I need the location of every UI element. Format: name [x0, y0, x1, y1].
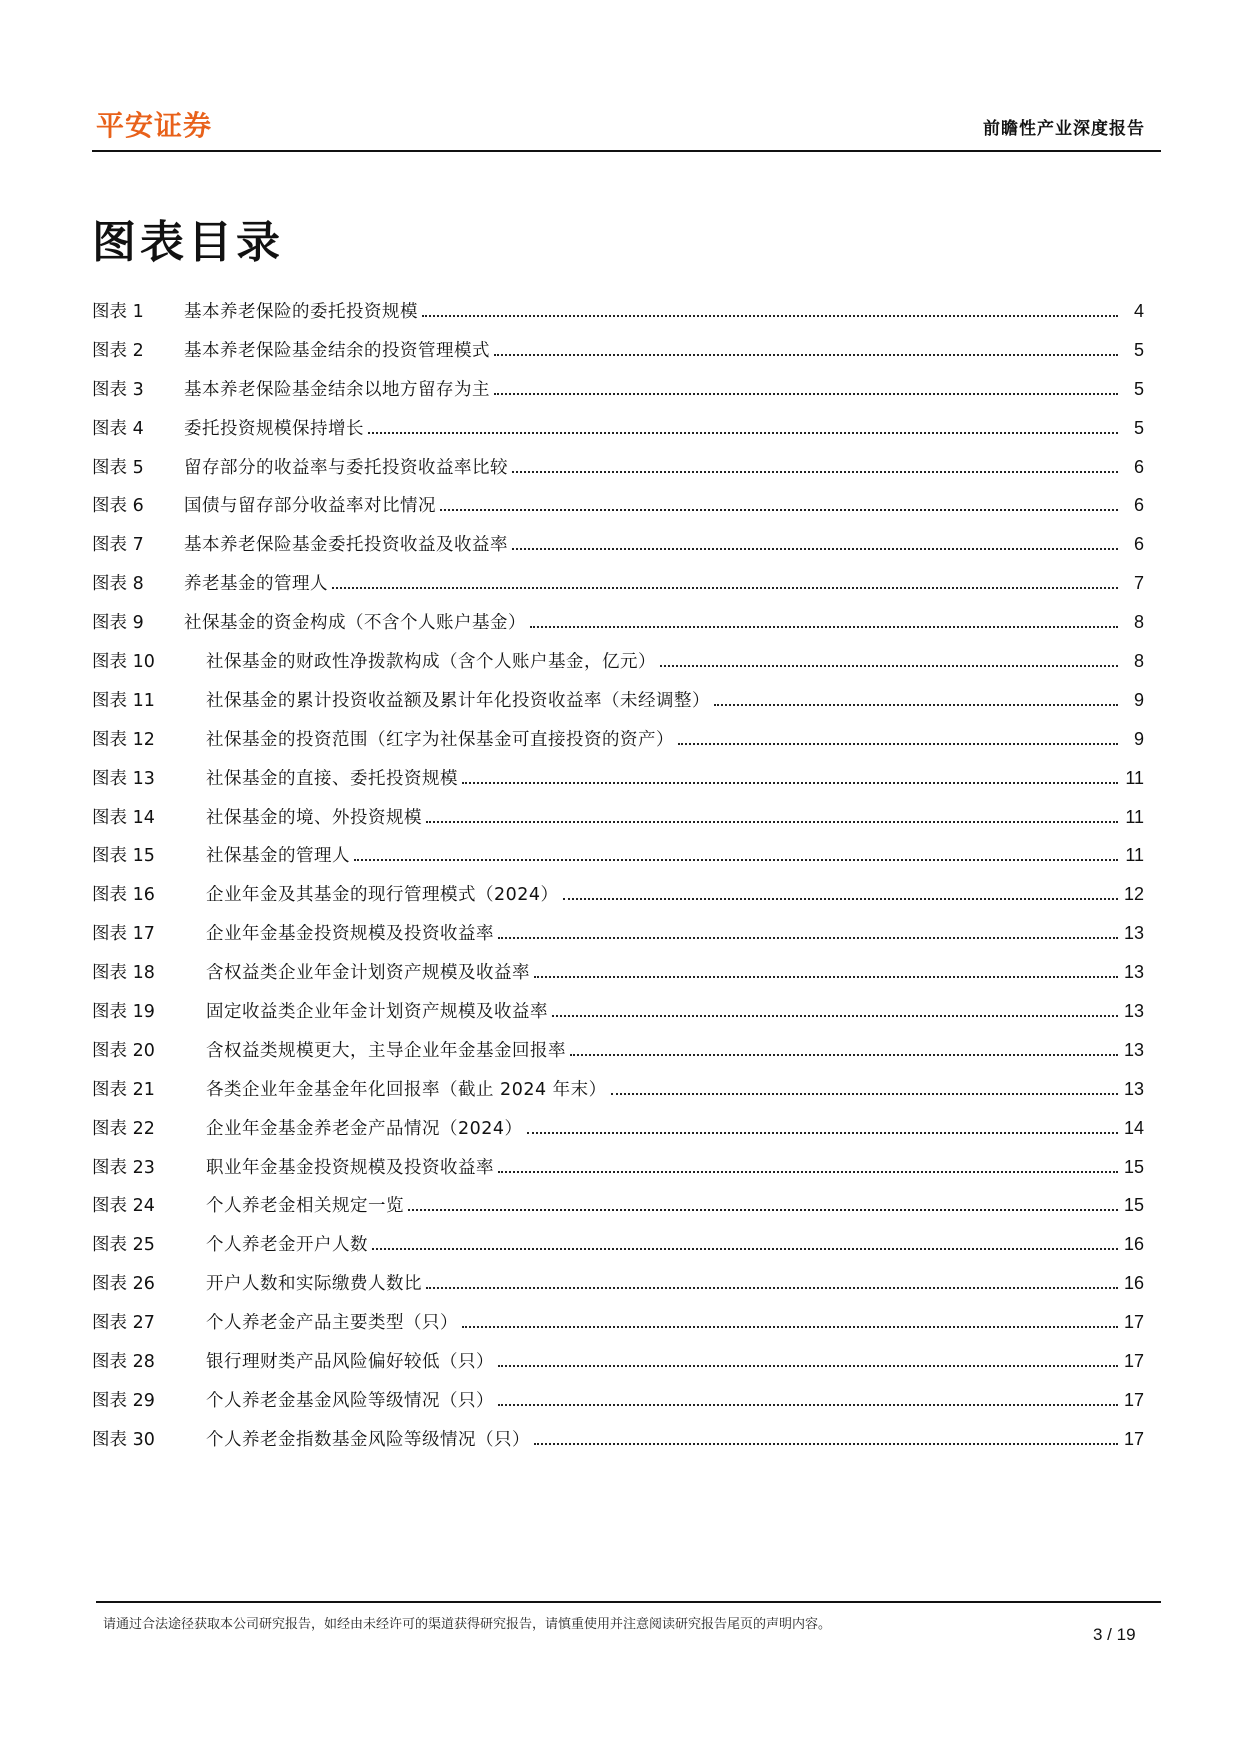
toc-page-number[interactable]: 16 — [1123, 1273, 1144, 1294]
toc-figure-title[interactable]: 社保基金的累计投资收益额及累计年化投资收益率（未经调整） — [206, 690, 710, 711]
toc-entry[interactable] — [92, 1309, 1144, 1348]
page-number: 3 / 19 — [1093, 1625, 1136, 1644]
toc-page-number[interactable]: 4 — [1133, 301, 1144, 321]
toc-entry[interactable] — [92, 415, 1144, 454]
toc-page-number[interactable]: 8 — [1133, 612, 1144, 633]
toc-dot-leader — [372, 1247, 1118, 1250]
toc-dot-leader — [494, 353, 1118, 356]
company-logo: 平安证券 — [96, 109, 213, 142]
toc-figure-title[interactable]: 企业年金基金投资规模及投资收益率 — [206, 924, 494, 945]
toc-figure-label: 图表 6 — [92, 496, 144, 517]
toc-entry[interactable] — [92, 1037, 1144, 1076]
toc-page-number[interactable]: 13 — [1123, 1001, 1144, 1022]
toc-figure-title[interactable]: 社保基金的资金构成（不含个人账户基金） — [184, 613, 526, 634]
toc-figure-title[interactable]: 个人养老金开户人数 — [206, 1235, 368, 1256]
toc-page-number[interactable]: 6 — [1133, 495, 1144, 516]
toc-dot-leader — [530, 625, 1118, 628]
toc-page-number[interactable]: 17 — [1123, 1428, 1144, 1449]
toc-page-number[interactable]: 14 — [1123, 1117, 1144, 1138]
toc-entry[interactable] — [92, 1426, 1144, 1465]
toc-figure-title[interactable]: 固定收益类企业年金计划资产规模及收益率 — [206, 1002, 548, 1023]
toc-entry[interactable] — [92, 1270, 1144, 1309]
toc-figure-label: 图表 19 — [92, 1002, 155, 1023]
toc-dot-leader — [552, 1014, 1118, 1017]
toc-entry[interactable] — [92, 1115, 1144, 1154]
toc-dot-leader — [563, 897, 1118, 900]
toc-entry[interactable] — [92, 1076, 1144, 1115]
toc-figure-title[interactable]: 基本养老保险基金结余的投资管理模式 — [184, 340, 490, 361]
toc-dot-leader — [408, 1208, 1118, 1211]
toc-page-number[interactable]: 11 — [1125, 845, 1144, 866]
toc-page-number[interactable]: 5 — [1133, 378, 1144, 399]
toc-figure-title[interactable]: 企业年金及其基金的现行管理模式（2024） — [206, 885, 559, 906]
toc-page-number[interactable]: 13 — [1123, 1039, 1144, 1060]
toc-figure-label: 图表 13 — [92, 768, 155, 789]
toc-figure-title[interactable]: 个人养老金产品主要类型（只） — [206, 1313, 458, 1334]
toc-entry[interactable] — [92, 337, 1144, 376]
toc-dot-leader — [527, 1131, 1118, 1134]
toc-figure-label: 图表 16 — [92, 885, 155, 906]
toc-entry[interactable] — [92, 570, 1144, 609]
toc-figure-label: 图表 23 — [92, 1157, 155, 1178]
toc-dot-leader — [462, 781, 1118, 784]
toc-figure-title[interactable]: 含权益类企业年金计划资产规模及收益率 — [206, 963, 530, 984]
toc-entry[interactable] — [92, 648, 1144, 687]
header-divider — [92, 150, 1161, 152]
toc-page-number[interactable]: 13 — [1123, 923, 1144, 944]
toc-entry[interactable] — [92, 376, 1144, 415]
toc-figure-label: 图表 8 — [92, 574, 144, 595]
toc-figure-label: 图表 5 — [92, 457, 144, 478]
toc-dot-leader — [498, 1403, 1118, 1406]
toc-entry[interactable] — [92, 1192, 1144, 1231]
toc-page-number[interactable]: 5 — [1133, 417, 1144, 438]
toc-figure-title[interactable]: 社保基金的财政性净拨款构成（含个人账户基金，亿元） — [206, 652, 656, 673]
toc-dot-leader — [368, 431, 1118, 434]
toc-figure-label: 图表 18 — [92, 963, 155, 984]
toc-dot-leader — [660, 664, 1118, 667]
toc-dot-leader — [422, 314, 1118, 317]
toc-entry[interactable] — [92, 1387, 1144, 1426]
toc-entry[interactable] — [92, 881, 1144, 920]
toc-figure-label: 图表 20 — [92, 1040, 155, 1061]
footer-divider — [96, 1601, 1161, 1603]
toc-dot-leader — [494, 392, 1118, 395]
toc-dot-leader — [354, 858, 1118, 861]
figure-table-of-contents — [92, 298, 1144, 1465]
report-type-label: 前瞻性产业深度报告 — [983, 119, 1145, 139]
toc-dot-leader — [570, 1053, 1118, 1056]
toc-dot-leader — [534, 1442, 1118, 1445]
toc-entry[interactable] — [92, 1348, 1144, 1387]
toc-figure-title[interactable]: 养老基金的管理人 — [184, 574, 328, 595]
toc-figure-label: 图表 11 — [92, 690, 155, 711]
toc-entry[interactable] — [92, 804, 1144, 843]
toc-figure-title[interactable]: 含权益类规模更大，主导企业年金基金回报率 — [206, 1040, 566, 1061]
toc-page-number[interactable]: 12 — [1123, 884, 1144, 905]
toc-dot-leader — [498, 936, 1118, 939]
toc-figure-label: 图表 10 — [92, 652, 155, 673]
toc-entry[interactable] — [92, 765, 1144, 804]
toc-figure-label: 图表 21 — [92, 1079, 155, 1100]
toc-dot-leader — [332, 586, 1118, 589]
toc-figure-label: 图表 26 — [92, 1274, 155, 1295]
toc-page-number[interactable]: 16 — [1123, 1234, 1144, 1255]
toc-figure-title[interactable]: 个人养老金基金风险等级情况（只） — [206, 1390, 494, 1411]
toc-dot-leader — [462, 1325, 1118, 1328]
toc-entry[interactable] — [92, 1231, 1144, 1270]
toc-figure-title[interactable]: 职业年金基金投资规模及投资收益率 — [206, 1157, 494, 1178]
toc-figure-label: 图表 24 — [92, 1196, 155, 1217]
toc-page-number[interactable]: 7 — [1133, 573, 1144, 594]
toc-entry[interactable] — [92, 920, 1144, 959]
toc-dot-leader — [512, 470, 1118, 473]
toc-entry[interactable] — [92, 492, 1144, 531]
toc-figure-title[interactable]: 国债与留存部分收益率对比情况 — [184, 496, 436, 517]
toc-entry[interactable] — [92, 959, 1144, 998]
toc-figure-label: 图表 15 — [92, 846, 155, 867]
toc-page-number[interactable]: 6 — [1133, 456, 1144, 477]
toc-figure-label: 图表 12 — [92, 729, 155, 750]
toc-page-number[interactable]: 5 — [1133, 339, 1144, 360]
toc-entry[interactable] — [92, 687, 1144, 726]
toc-page-number[interactable]: 11 — [1125, 767, 1144, 788]
toc-figure-label: 图表 29 — [92, 1390, 155, 1411]
toc-entry[interactable] — [92, 609, 1144, 648]
toc-page-number[interactable]: 15 — [1123, 1195, 1144, 1216]
toc-figure-title[interactable]: 企业年金基金养老金产品情况（2024） — [206, 1118, 523, 1139]
toc-figure-label: 图表 27 — [92, 1313, 155, 1334]
toc-page-number[interactable]: 13 — [1123, 962, 1144, 983]
toc-dot-leader — [512, 547, 1118, 550]
toc-figure-label: 图表 2 — [92, 340, 144, 361]
toc-figure-label: 图表 17 — [92, 924, 155, 945]
toc-figure-title[interactable]: 社保基金的管理人 — [206, 846, 350, 867]
toc-figure-title[interactable]: 委托投资规模保持增长 — [184, 418, 364, 439]
toc-page-number[interactable]: 17 — [1123, 1312, 1144, 1333]
toc-page-number[interactable]: 9 — [1133, 689, 1144, 710]
toc-figure-title[interactable]: 留存部分的收益率与委托投资收益率比较 — [184, 457, 508, 478]
toc-entry[interactable] — [92, 298, 1144, 337]
toc-dot-leader — [426, 1286, 1118, 1289]
toc-dot-leader — [426, 820, 1118, 823]
toc-figure-label: 图表 30 — [92, 1429, 155, 1450]
toc-figure-title[interactable]: 个人养老金指数基金风险等级情况（只） — [206, 1429, 530, 1450]
toc-entry[interactable] — [92, 726, 1144, 765]
toc-figure-title[interactable]: 各类企业年金基金年化回报率（截止 2024 年末） — [206, 1079, 607, 1100]
toc-dot-leader — [534, 975, 1118, 978]
toc-figure-title[interactable]: 基本养老保险基金结余以地方留存为主 — [184, 379, 490, 400]
toc-dot-leader — [440, 508, 1118, 511]
toc-page-number[interactable]: 17 — [1123, 1351, 1144, 1372]
toc-entry[interactable] — [92, 454, 1144, 493]
toc-dot-leader — [678, 742, 1118, 745]
toc-figure-title[interactable]: 开户人数和实际缴费人数比 — [206, 1274, 422, 1295]
toc-figure-label: 图表 1 — [92, 302, 144, 322]
toc-figure-label: 图表 25 — [92, 1235, 155, 1256]
toc-figure-title[interactable]: 社保基金的直接、委托投资规模 — [206, 768, 458, 789]
toc-figure-title[interactable]: 社保基金的境、外投资规模 — [206, 807, 422, 828]
toc-page-number[interactable]: 11 — [1125, 806, 1144, 827]
toc-page-number[interactable]: 15 — [1123, 1156, 1144, 1177]
toc-figure-label: 图表 28 — [92, 1352, 155, 1373]
toc-figure-title[interactable]: 基本养老保险的委托投资规模 — [184, 302, 418, 322]
toc-page-number[interactable]: 9 — [1133, 728, 1144, 749]
toc-entry[interactable] — [92, 842, 1144, 881]
toc-figure-title[interactable]: 银行理财类产品风险偏好较低（只） — [206, 1352, 494, 1373]
toc-dot-leader — [714, 703, 1118, 706]
toc-entry[interactable] — [92, 531, 1144, 570]
toc-figure-title[interactable]: 个人养老金相关规定一览 — [206, 1196, 404, 1217]
toc-entry[interactable] — [92, 998, 1144, 1037]
toc-figure-label: 图表 14 — [92, 807, 155, 828]
page-title: 图表目录 — [92, 217, 284, 268]
toc-figure-label: 图表 9 — [92, 613, 144, 634]
toc-figure-label: 图表 7 — [92, 535, 144, 556]
footer-disclaimer: 请通过合法途径获取本公司研究报告，如经由未经许可的渠道获得研究报告，请慎重使用并注意阅读研究报告尾页的声明内容。 — [103, 1617, 832, 1632]
toc-figure-title[interactable]: 基本养老保险基金委托投资收益及收益率 — [184, 535, 508, 556]
toc-dot-leader — [498, 1364, 1118, 1367]
toc-dot-leader — [611, 1092, 1118, 1095]
toc-page-number[interactable]: 17 — [1123, 1389, 1144, 1410]
toc-dot-leader — [498, 1170, 1118, 1173]
toc-page-number[interactable]: 13 — [1123, 1078, 1144, 1099]
toc-figure-title[interactable]: 社保基金的投资范围（红字为社保基金可直接投资的资产） — [206, 729, 674, 750]
toc-figure-label: 图表 3 — [92, 379, 144, 400]
toc-figure-label: 图表 4 — [92, 418, 144, 439]
toc-entry[interactable] — [92, 1154, 1144, 1193]
toc-page-number[interactable]: 6 — [1133, 534, 1144, 555]
toc-figure-label: 图表 22 — [92, 1118, 155, 1139]
toc-page-number[interactable]: 8 — [1133, 651, 1144, 672]
